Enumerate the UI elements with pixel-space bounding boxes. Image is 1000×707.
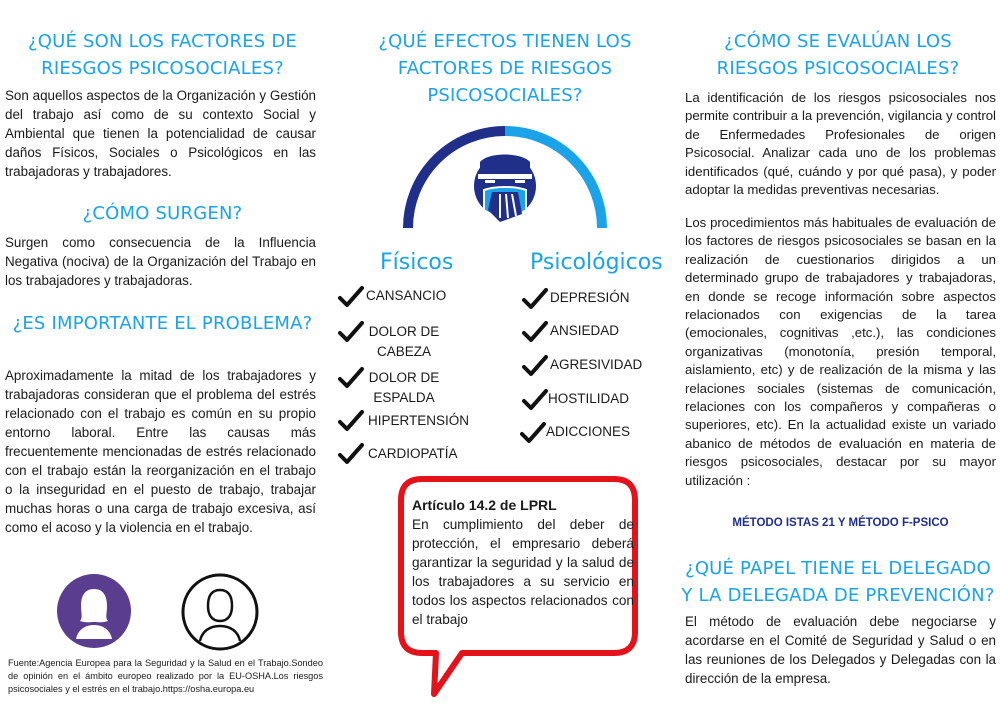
- left-heading-how-arise: ¿CÓMO SURGEN?: [82, 203, 243, 224]
- middle-heading-effects: ¿QUÉ EFECTOS TIENEN LOS FACTORES DE RIESGOS PSICOSOCIALES?: [378, 31, 632, 106]
- check-icon: [338, 367, 364, 389]
- left-heading-what-are: ¿QUÉ SON LOS FACTORES DE RIESGOS PSICOSOCIALES?: [28, 31, 297, 79]
- fisicos-title: Físicos: [380, 250, 454, 275]
- psicologicos-title: Psicológicos: [530, 250, 663, 275]
- fisicos-item: CARDIOPATÍA: [368, 446, 458, 461]
- face-mask-gauge: [400, 118, 610, 248]
- woman-avatar-icon: [56, 573, 132, 649]
- source-citation: Fuente:Agencia Europea para la Seguridad y la Salud en el Trabajo.Sondeo de opinión en el ámbito europeo realizado por la EU-OSHA.Los riesgos psicosociales y el estrés en el trabajo.https://osha.europa.eu: [8, 658, 323, 694]
- right-paragraph-identification: La identificación de los riesgos psicosociales nos permite contribuir a la prevención, vigilancia y control de Enfermedades Profesionales de origen Psicosocial. Analizar cada uno de los problemas identificados (qué, cuándo y por qué pasa), y poder adoptar la medidas preventivas necesarias.: [685, 90, 996, 198]
- fisicos-item: DOLOR DE ESPALDA: [368, 370, 440, 405]
- left-heading-important: ¿ES IMPORTANTE EL PROBLEMA?: [12, 313, 313, 334]
- psicologicos-item: ADICCIONES: [546, 424, 631, 439]
- check-icon: [522, 288, 548, 310]
- check-icon: [520, 422, 546, 444]
- psicologicos-item: ANSIEDAD: [550, 323, 620, 338]
- check-icon: [338, 410, 364, 432]
- check-icon: [522, 355, 548, 377]
- psicologicos-item: HOSTILIDAD: [548, 391, 630, 406]
- check-icon: [522, 321, 548, 343]
- right-heading-delegate-role: ¿QUÉ PAPEL TIENE EL DELEGADO Y LA DELEGADA DE PREVENCIÓN?: [681, 558, 995, 606]
- psicologicos-item: AGRESIVIDAD: [550, 357, 643, 372]
- check-icon: [338, 321, 364, 343]
- right-heading-evaluate: ¿CÓMO SE EVALÚAN LOS RIESGOS PSICOSOCIALES?: [716, 31, 960, 79]
- method-label: MÉTODO ISTAS 21 Y MÉTODO F-PSICO: [732, 517, 949, 529]
- psicologicos-item: DEPRESIÓN: [550, 290, 630, 305]
- fisicos-item: CANSANCIO: [366, 288, 447, 303]
- article-title: Artículo 14.2 de LPRL: [412, 497, 557, 513]
- fisicos-item: DOLOR DE CABEZA: [368, 324, 440, 359]
- face-mask-icon: [474, 155, 536, 223]
- left-paragraph-important: Aproximadamente la mitad de los trabajadores y trabajadoras consideran que el problema del estrés relacionado con el trabajo es común en su propio entorno laboral. Entre las causas más frecuentemente mencionadas de estrés relacionado con el trabajo están la reorganización en el trabajo o la inseguridad en el puesto de trabajo, trabajar muchas horas o una carga de trabajo excesiva, así como el acoso y la violencia en el trabajo.: [5, 368, 316, 535]
- left-paragraph-how-arise: Surgen como consecuencia de la Influencia Negativa (nociva) de la Organización del Trabajo en los trabajadores y trabajadoras.: [5, 235, 316, 288]
- article-text: En cumplimiento del deber de protección, el empresario deberá garantizar la seguridad y la salud de los trabajadores a su servicio en todos los aspectos relacionados con el trabajo: [412, 517, 634, 627]
- fisicos-item: HIPERTENSIÓN: [368, 413, 470, 428]
- right-paragraph-procedures: Los procedimientos más habituales de evaluación de los factores de riesgos psicosociales se basan en la realización de cuestionarios dirigidos a un determinado grupo de trabajadores y trabajadoras, en donde se recoge información sobre aspectos relacionados con exigencias de la tarea (emocionales, cognitivas ,etc.), las condiciones organizativas (monotonía, presión temporal, aislamiento, etc) y de realización de la misma y las relaciones sociales (sistemas de comunicación, relaciones con los compañeros y compañeras o superiores, etc). En la actualidad existe un variado abanico de métodos de evaluación en materia de riesgos psicosociales, destacar por su mayor utilización :: [685, 215, 996, 488]
- right-paragraph-delegate-role: El método de evaluación debe negociarse y acordarse en el Comité de Seguridad y Salud o en las reuniones de los Delegados y Delegadas con la dirección de la empresa.: [685, 614, 996, 686]
- check-icon: [338, 286, 364, 308]
- check-icon: [522, 389, 548, 411]
- left-paragraph-definition: Son aquellos aspectos de la Organización y Gestión del trabajo así como de su contexto Social y Ambiental que tienen la potencialidad de causar daños Físicos, Sociales o Psicológicos en las trabajadoras y trabajadores.: [5, 88, 316, 179]
- check-icon: [338, 443, 364, 465]
- person-outline-icon: [181, 573, 259, 651]
